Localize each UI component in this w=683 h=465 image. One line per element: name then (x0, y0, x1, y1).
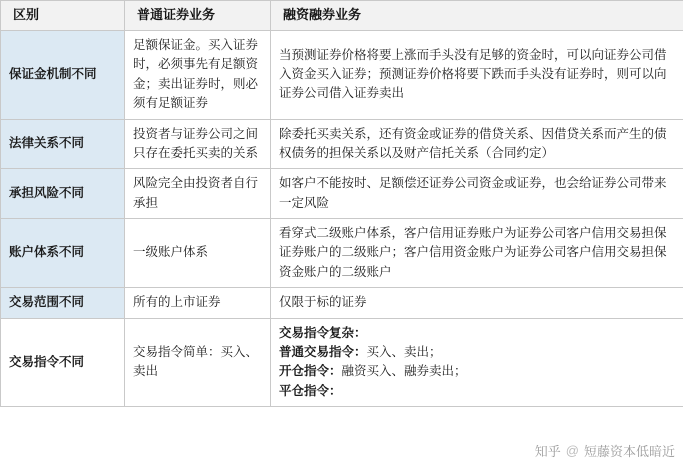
row-normal-trading-instruction: 交易指令简单：买入、卖出 (125, 318, 271, 407)
watermark (535, 441, 675, 460)
row-margin-account-system: 看穿式二级账户体系，客户信用证券账户为证券公司客户信用交易担保证券账户的二级账户；客户信用资金账户为证券公司客户信用交易担保资金账户的二级账户 (271, 219, 683, 288)
watermark-separator: @ (565, 443, 579, 458)
row-category-margin-mechanism: 保证金机制不同 (1, 31, 125, 120)
row-category-trading-instruction: 交易指令不同 (1, 318, 125, 407)
instruction-line (279, 324, 676, 343)
instruction-line (279, 343, 676, 362)
row-normal-legal-relation: 投资者与证券公司之间只存在委托买卖的关系 (125, 119, 271, 169)
table-row (1, 219, 683, 288)
instruction-text: 买入、卖出； (366, 344, 442, 359)
instruction-label: 开仓指令： (279, 364, 342, 379)
row-normal-trading-scope: 所有的上市证券 (125, 288, 271, 318)
instruction-label: 普通交易指令： (279, 344, 367, 359)
watermark-username: 短藤资本低暗近 (583, 444, 675, 459)
row-margin-trading-scope: 仅限于标的证券 (271, 288, 683, 318)
instruction-text: 融资买入、融券卖出； (341, 364, 467, 379)
table-row (1, 31, 683, 120)
instruction-line (279, 362, 676, 381)
column-header-margin-business: 融资融券业务 (271, 1, 683, 31)
row-category-trading-scope: 交易范围不同 (1, 288, 125, 318)
table-row (1, 169, 683, 219)
row-margin-risk: 如客户不能按时、足额偿还证券公司资金或证券，也会给证券公司带来一定风险 (271, 169, 683, 219)
table-row (1, 288, 683, 318)
instruction-label: 交易指令复杂： (279, 325, 367, 340)
row-margin-margin-mechanism: 当预测证券价格将要上涨而手头没有足够的资金时，可以向证券公司借入资金买入证券；预测证券价格将要下跌而手头没有证券时，则可以向证券公司借入证券卖出 (271, 31, 683, 120)
row-category-legal-relation: 法律关系不同 (1, 119, 125, 169)
row-normal-account-system: 一级账户体系 (125, 219, 271, 288)
table-header-row (1, 1, 683, 31)
instruction-line (279, 382, 676, 401)
row-category-account-system: 账户体系不同 (1, 219, 125, 288)
column-header-category: 区别 (1, 1, 125, 31)
row-margin-trading-instruction (271, 318, 683, 407)
row-normal-margin-mechanism: 足额保证金。买入证券时，必须事先有足额资金；卖出证券时，则必须有足额证券 (125, 31, 271, 120)
table-row (1, 119, 683, 169)
row-margin-legal-relation: 除委托买卖关系，还有资金或证券的借贷关系、因借贷关系而产生的债权债务的担保关系以及财产信托关系（合同约定） (271, 119, 683, 169)
row-normal-risk: 风险完全由投资者自行承担 (125, 169, 271, 219)
column-header-normal-business: 普通证券业务 (125, 1, 271, 31)
instruction-label: 平仓指令： (279, 383, 342, 398)
zhihu-logo: 知乎 (534, 444, 561, 459)
table-row (1, 318, 683, 407)
row-category-risk: 承担风险不同 (1, 169, 125, 219)
